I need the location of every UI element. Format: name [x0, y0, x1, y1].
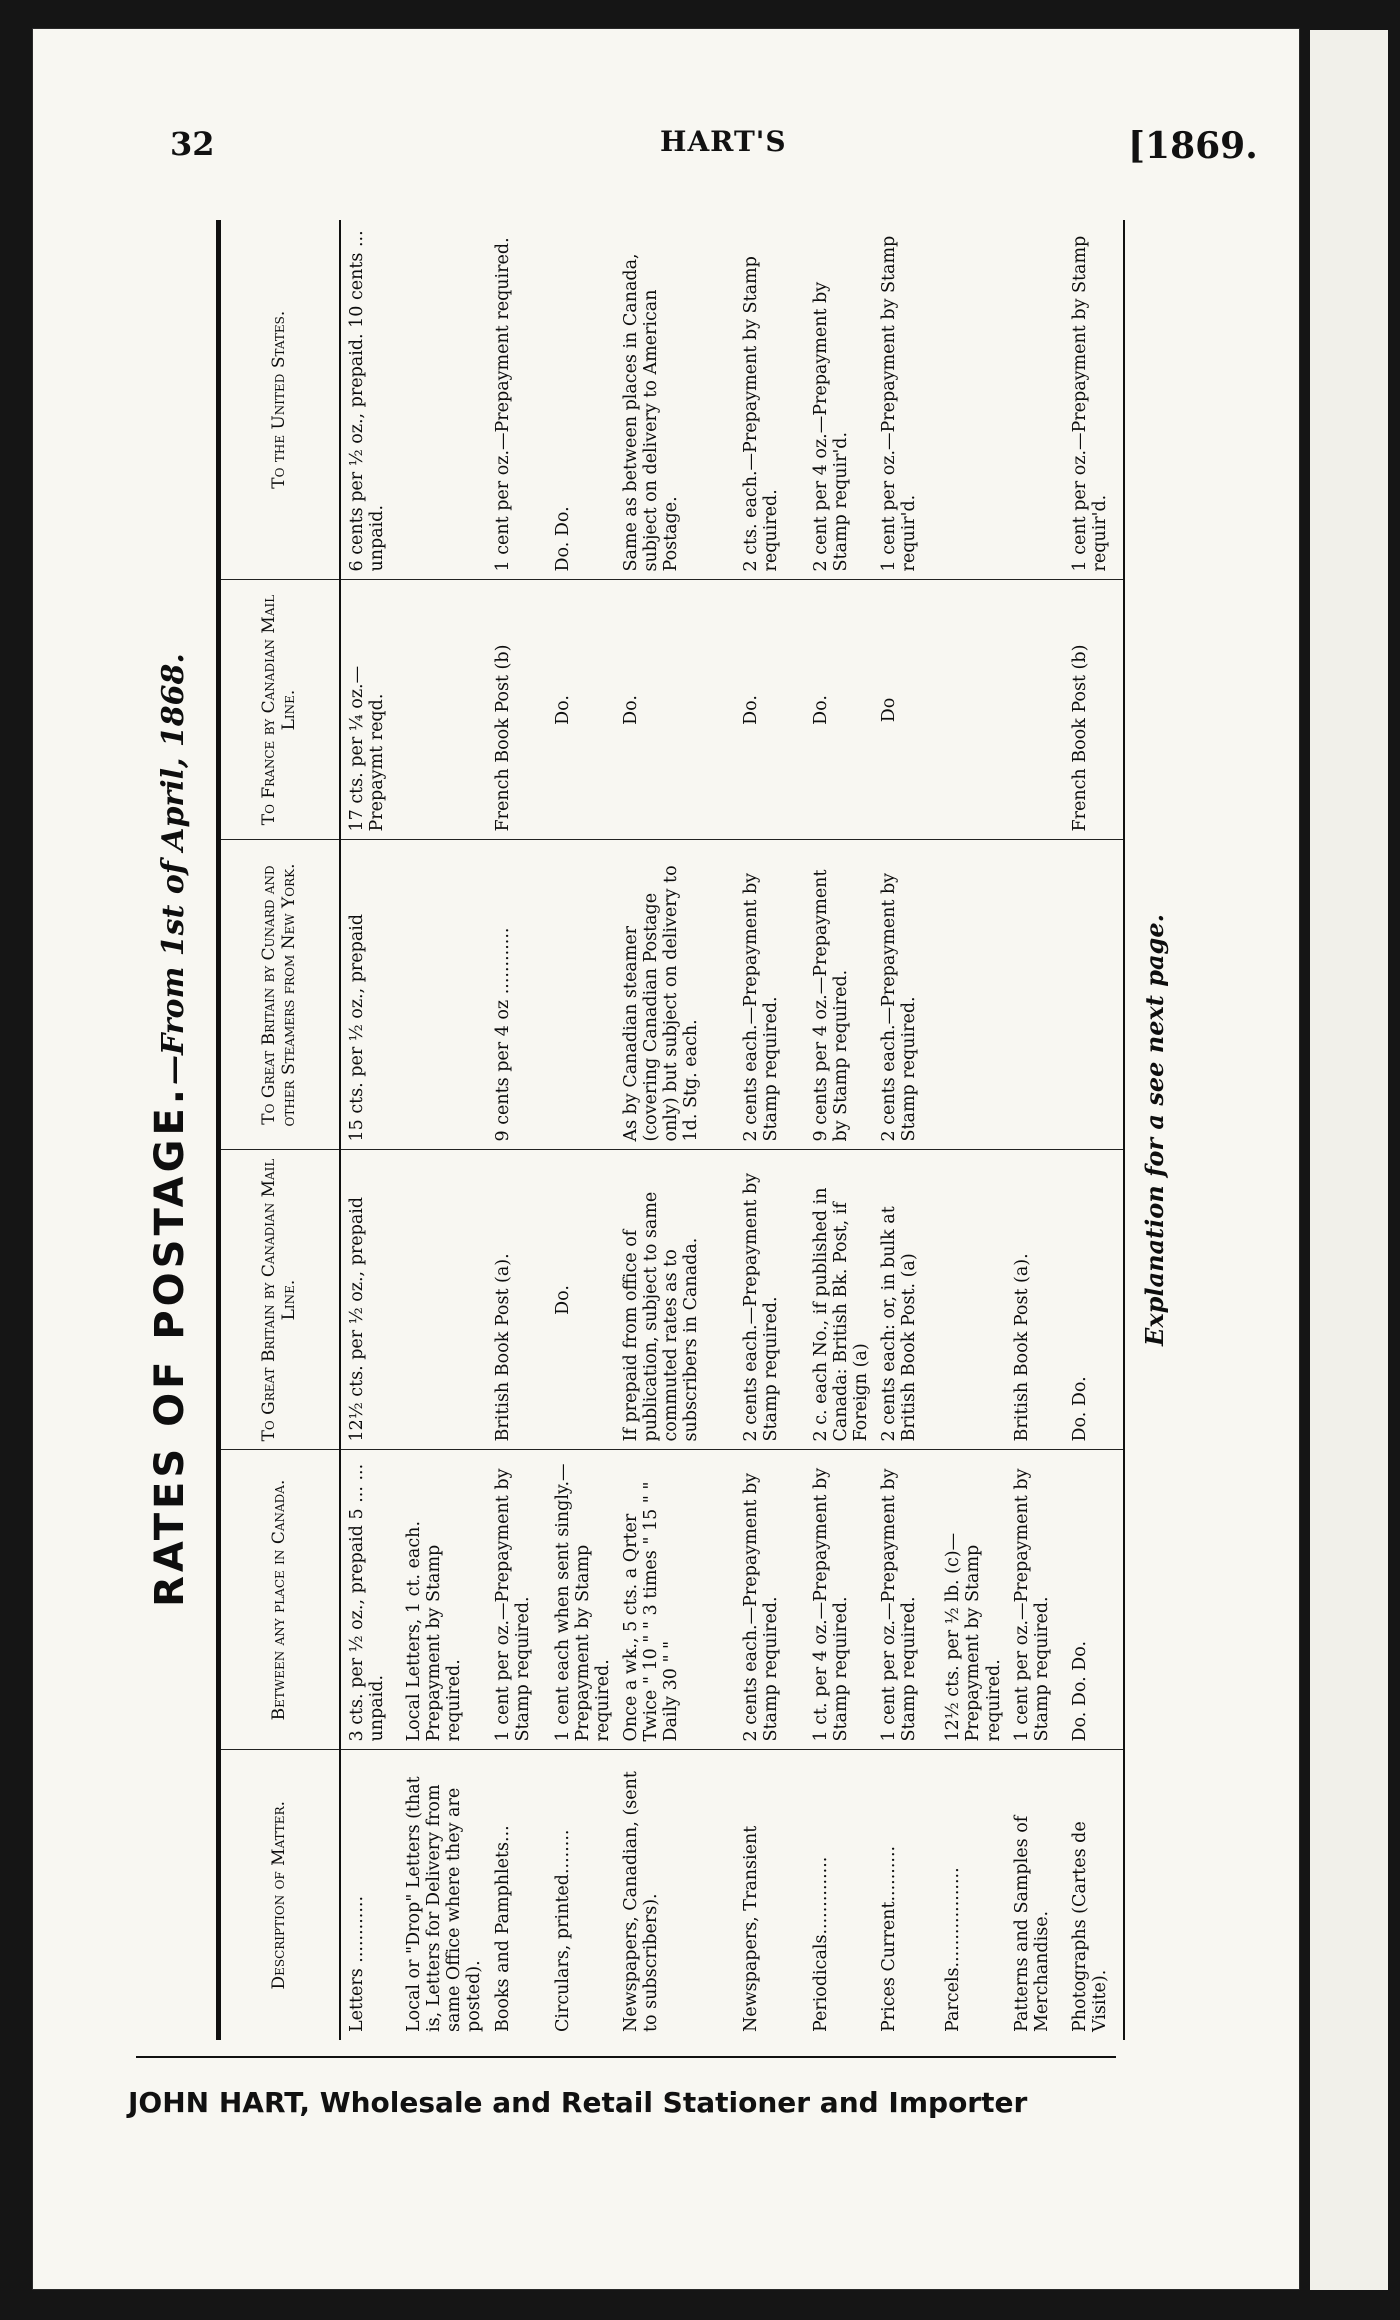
rate-cell: [937, 220, 1005, 580]
table-row-circulars: [547, 220, 615, 2040]
rate-cell: [398, 840, 487, 1150]
table-row-parcels: [937, 220, 1005, 2040]
rate-cell: Do: [873, 580, 937, 840]
col-header-description: Description of Matter.: [219, 1750, 341, 2040]
table-title: [140, 220, 200, 2040]
col-header-gb-cunard: To Great Britain by Cunard and other Steamers from New York.: [219, 840, 341, 1150]
rate-cell: 3 cts. per ½ oz., prepaid 5 ... ... unpaid.: [340, 1450, 398, 1750]
rate-cell: 6 cents per ½ oz., prepaid. 10 cents ... unpaid.: [340, 220, 398, 580]
rate-cell: 2 cents each.—Prepayment by Stamp required.: [735, 1150, 805, 1450]
rate-cell: 2 cents each.—Prepayment by Stamp required.: [873, 840, 937, 1150]
rate-cell: 1 ct. per 4 oz.—Prepayment by Stamp required.: [805, 1450, 873, 1750]
rate-cell: [1006, 580, 1064, 840]
running-head: HART'S: [660, 125, 787, 158]
table-row-newspapers-transient: [735, 220, 805, 2040]
row-label: Patterns and Samples of Merchandise.: [1011, 1815, 1052, 2032]
rate-cell: 1 cent per oz.—Prepayment by Stamp requir'd.: [873, 220, 937, 580]
title-main: RATES OF POSTAGE.: [147, 1085, 193, 1607]
rate-cell: 2 cent per 4 oz.—Prepayment by Stamp requir'd.: [805, 220, 873, 580]
rate-cell: Once a wk., 5 cts. a Qrter Twice " 10 " " 3 times " 15 " " Daily 30 " ": [615, 1450, 735, 1750]
rate-cell: Same as between places in Canada, subject on delivery to American Postage.: [615, 220, 735, 580]
rate-cell: 2 c. each No., if published in Canada: British Bk. Post, if Foreign (a): [805, 1150, 873, 1450]
rate-cell: [1006, 840, 1064, 1150]
table-row-letters: [340, 220, 398, 2040]
row-label: Newspapers, Canadian, (sent to subscribers).: [620, 1771, 661, 2032]
rate-cell: 1 cent each when sent singly.—Prepayment by Stamp required.: [547, 1450, 615, 1750]
row-label: Local or "Drop" Letters (that is, Letters for Delivery from same Office where they are posted).: [404, 1776, 485, 2032]
title-date: —From 1st of April, 1868.: [156, 653, 191, 1086]
rate-cell: 1 cent per oz.—Prepayment by Stamp required.: [487, 1450, 547, 1750]
rate-cell: 1 cent per oz.—Prepayment by Stamp requir'd.: [1064, 220, 1124, 580]
rate-cell: Do. Do. Do.: [1064, 1450, 1124, 1750]
row-label: Newspapers, Transient: [740, 1825, 761, 2032]
rotated-rates-table-block: [140, 220, 1200, 2040]
rate-cell: French Book Post (b): [1064, 580, 1124, 840]
rate-cell: Do. Do.: [1064, 1150, 1124, 1450]
rate-cell: Do.: [735, 580, 805, 840]
col-header-canada: Between any place in Canada.: [219, 1450, 341, 1750]
rate-cell: Do.: [805, 580, 873, 840]
rate-cell: British Book Post (a).: [487, 1150, 547, 1450]
rate-cell: 2 cents each.—Prepayment by Stamp required.: [735, 840, 805, 1150]
rate-cell: 1 cent per oz.—Prepayment by Stamp required.: [873, 1450, 937, 1750]
table-row-periodicals: [805, 220, 873, 2040]
table-row-patterns: [1006, 220, 1064, 2040]
rate-cell: [1006, 220, 1064, 580]
table-row-prices-current: [873, 220, 937, 2040]
rate-cell: [937, 1150, 1005, 1450]
rate-cell: [398, 220, 487, 580]
col-header-france: To France by Canadian Mail Line.: [219, 580, 341, 840]
rate-cell: Do.: [547, 580, 615, 840]
table-row-photographs: [1064, 220, 1124, 2040]
rate-cell: 2 cents each.—Prepayment by Stamp required.: [735, 1450, 805, 1750]
rate-cell: 17 cts. per ¼ oz.— Prepaymt reqd.: [340, 580, 398, 840]
rate-cell: 1 cent per oz.—Prepayment by Stamp required.: [1006, 1450, 1064, 1750]
table-header-row: [219, 220, 341, 2040]
row-label: Books and Pamphlets...: [492, 1825, 513, 2032]
table-body: [340, 220, 1124, 2040]
rate-cell: French Book Post (b): [487, 580, 547, 840]
row-label: Letters ............: [347, 1895, 367, 2032]
rate-cell: [398, 1150, 487, 1450]
rate-cell: Do.: [615, 580, 735, 840]
rate-cell: Local Letters, 1 ct. each. Prepayment by Stamp required.: [398, 1450, 487, 1750]
rate-cell: If prepaid from office of publication, subject to same commuted rates as to subscribers in Canada.: [615, 1150, 735, 1450]
year-label: [1869.: [1128, 125, 1258, 167]
row-label: Circulars, printed........: [552, 1829, 573, 2032]
rate-cell: 9 cents per 4 oz ............: [487, 840, 547, 1150]
page-number: 32: [170, 125, 215, 163]
table-row-books: [487, 220, 547, 2040]
rate-cell: [937, 840, 1005, 1150]
rate-cell: 9 cents per 4 oz.—Prepayment by Stamp required.: [805, 840, 873, 1150]
col-header-gb-canadian: To Great Britain by Canadian Mail Line.: [219, 1150, 341, 1450]
rate-cell: Do.: [547, 1150, 615, 1450]
rate-cell: [1064, 840, 1124, 1150]
rate-cell: 12½ cts. per ½ oz., prepaid: [340, 1150, 398, 1450]
row-label: Photographs (Cartes de Visite).: [1069, 1821, 1110, 2032]
rate-cell: 12½ cts. per ½ lb. (c)—Prepayment by Stamp required.: [937, 1450, 1005, 1750]
rate-cell: [398, 580, 487, 840]
rate-cell: As by Canadian steamer (covering Canadian Postage only) but subject on delivery to 1d. Stg. each.: [615, 840, 735, 1150]
adjacent-page-edge: [1310, 30, 1388, 2290]
table-row-newspapers-canadian: [615, 220, 735, 2040]
explanation-note: Explanation for a see next page.: [1140, 914, 1169, 1346]
rate-cell: Do. Do.: [547, 220, 615, 580]
row-label: Parcels..................: [943, 1867, 964, 2032]
rate-cell: 2 cts. each.—Prepayment by Stamp required.: [735, 220, 805, 580]
rate-cell: British Book Post (a).: [1006, 1150, 1064, 1450]
rate-cell: 15 cts. per ½ oz., prepaid: [340, 840, 398, 1150]
rate-cell: 1 cent per oz.—Prepayment required.: [487, 220, 547, 580]
rate-cell: 2 cents each: or, in bulk at British Book Post. (a): [873, 1150, 937, 1450]
row-label: Periodicals..............: [810, 1856, 831, 2032]
col-header-us: To the United States.: [219, 220, 341, 580]
footer-advert: JOHN HART, Wholesale and Retail Stationer and Importer: [128, 2086, 1028, 2119]
postage-rates-table: [216, 220, 1125, 2040]
footer-rule: [136, 2056, 1116, 2058]
row-label: Prices Current..........: [879, 1845, 900, 2032]
rate-cell: [547, 840, 615, 1150]
table-row-local-letters: [398, 220, 487, 2040]
rate-cell: [937, 580, 1005, 840]
